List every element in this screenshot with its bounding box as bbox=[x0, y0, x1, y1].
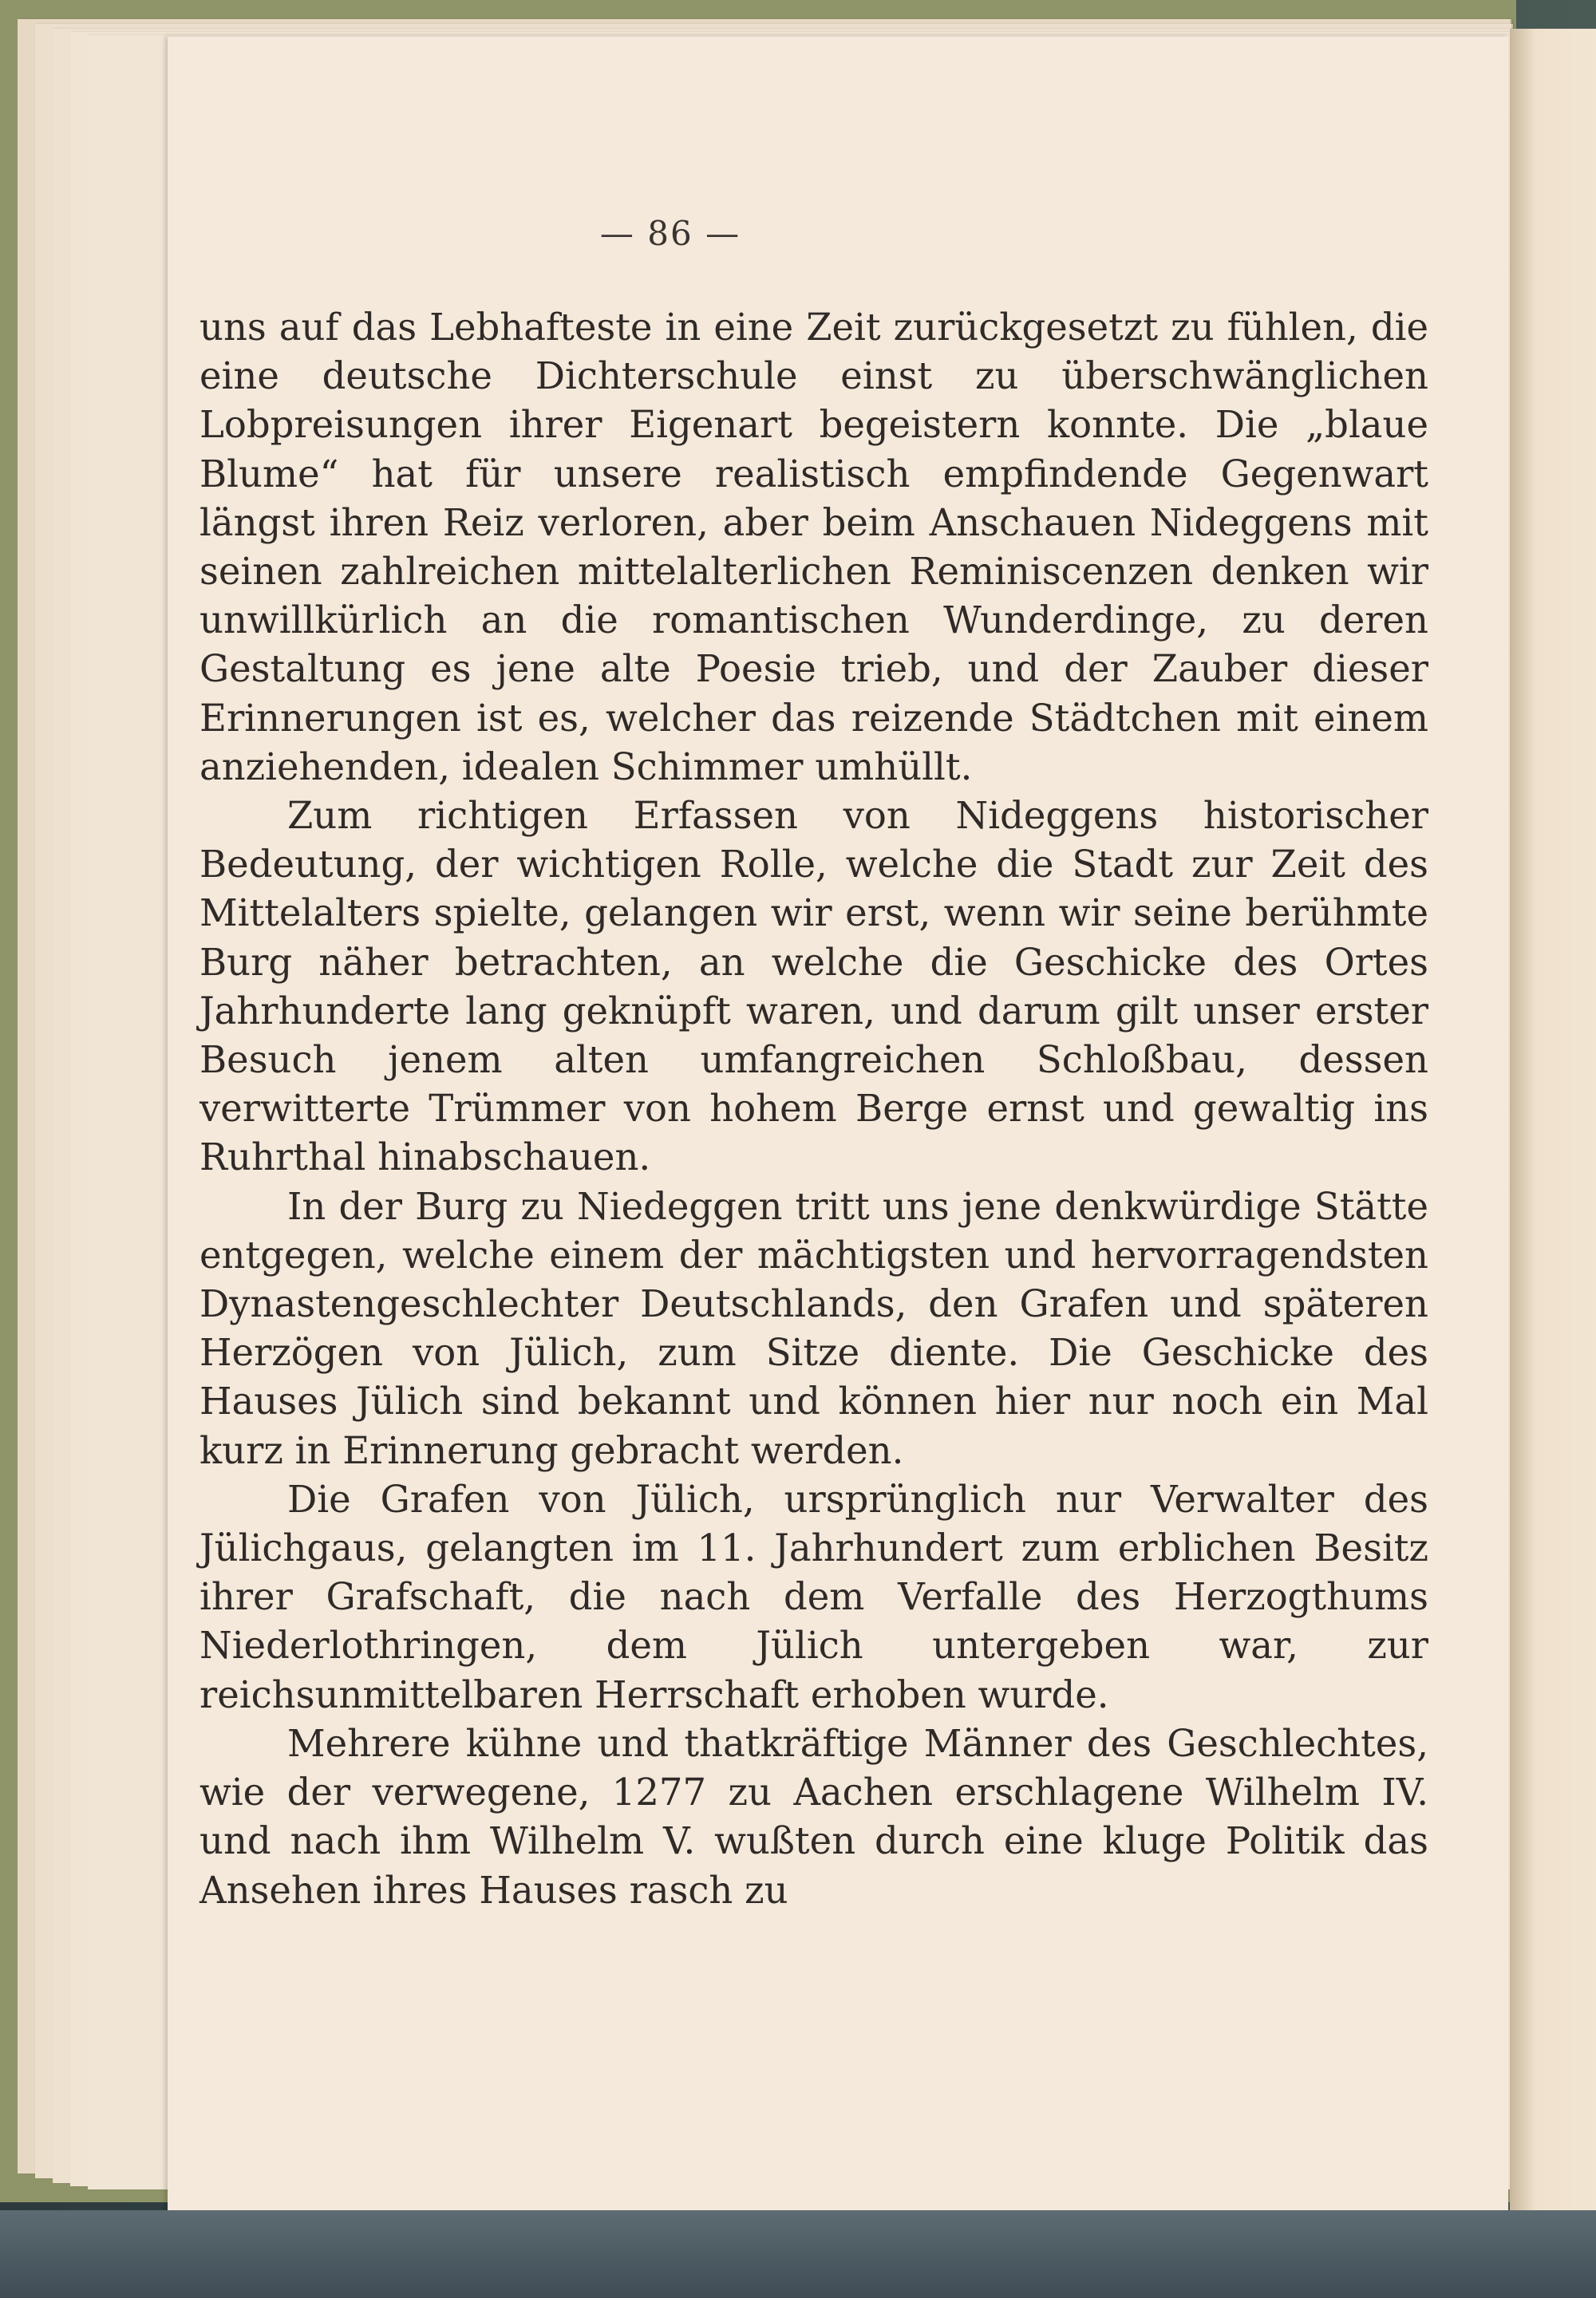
facing-page bbox=[1510, 29, 1596, 2231]
paragraph: uns auf das Lebhafteste in eine Zeit zurückgesetzt zu fühlen, die eine deutsche Dichterschule einst zu überschwänglichen Lobpreisungen ihrer Eigenart begeistern konnte. Die „blaue Blume“ hat für unsere realistisch empfindende Gegenwart längst ihren Reiz verloren, aber beim Anschauen Nideggens mit seinen zahlreichen mittelalterlichen Reminiscenzen denken wir unwillkürlich an die romantischen Wunderdinge, zu deren Gestaltung es jene alte Poesie trieb, und der Zauber dieser Erinnerungen ist es, welcher das reizende Städtchen mit einem anziehenden, idealen Schimmer umhüllt. bbox=[200, 306, 1428, 788]
page-body bbox=[200, 303, 1428, 1915]
paragraph: Die Grafen von Jülich, ursprünglich nur Verwalter des Jülichgaus, gelangten im 11. Jahrhundert zum erblichen Besitz ihrer Grafschaft, die nach dem Verfalle des Herzogthums Niederlothringen, dem Jülich untergeben war, zur reichsunmittelbaren Herrschaft erhoben wurde. bbox=[200, 1477, 1428, 1716]
paragraph: Mehrere kühne und thatkräftige Männer des Geschlechtes, wie der verwegene, 1277 zu Aachen erschlagene Wilhelm IV. und nach ihm Wilhelm V. wußten durch eine kluge Politik das Ansehen ihres Hauses rasch zu bbox=[200, 1721, 1428, 1912]
paragraph: In der Burg zu Niedeggen tritt uns jene denkwürdige Stätte entgegen, welche einem der mächtigsten und hervorragendsten Dynastengeschlechter Deutschlands, den Grafen und späteren Herzögen von Jülich, zum Sitze diente. Die Geschicke des Hauses Jülich sind bekannt und können hier nur noch ein Mal kurz in Erinnerung gebracht werden. bbox=[200, 1184, 1428, 1472]
book-cover-bottom bbox=[0, 2210, 1596, 2298]
page-number: — 86 — bbox=[599, 214, 741, 253]
paragraph: Zum richtigen Erfassen von Nideggens historischer Bedeutung, der wichtigen Rolle, welche die Stadt zur Zeit des Mittelalters spielte, gelangen wir erst, wenn wir seine berühmte Burg näher betrachten, an welche die Geschicke des Ortes Jahrhunderte lang geknüpft waren, und darum gilt unser erster Besuch jenem alten umfangreichen Schloßbau, dessen verwitterte Trümmer von hohem Berge ernst und gewaltig ins Ruhrthal hinabschauen. bbox=[200, 794, 1428, 1179]
